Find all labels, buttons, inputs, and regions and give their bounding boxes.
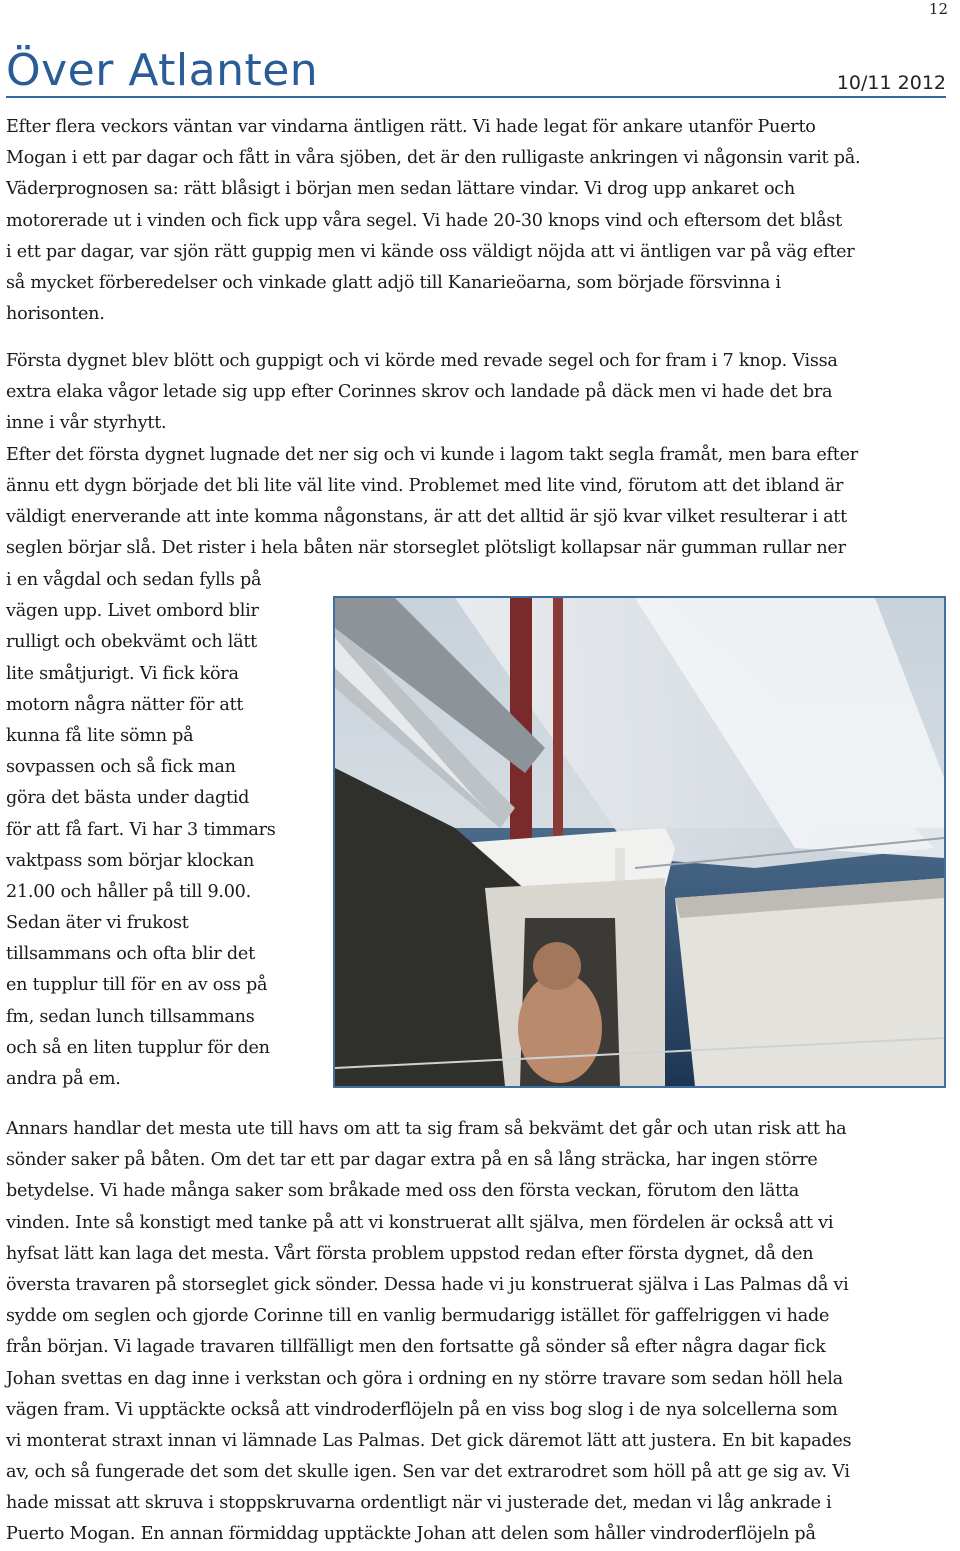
sailboat-photo — [333, 596, 946, 1088]
sailboat-illustration — [335, 598, 944, 1086]
text-line: seglen börjar slå. Det rister i hela båten när storseglet plötsligt kollapsar när gumman rullar ner — [6, 538, 846, 559]
article-date: 10/11 2012 — [836, 72, 946, 94]
text-line: från början. Vi lagade travaren tillfälligt men den fortsatte gå sönder så efter några dagar fick — [6, 1337, 826, 1358]
text-line: inne i vår styrhytt. — [6, 413, 167, 434]
page-number: 12 — [928, 0, 948, 18]
text-line: Mogan i ett par dagar och fått in våra sjöben, det är den rulligaste ankringen vi någonsin varit på. — [6, 148, 861, 169]
paragraph-3 — [6, 1114, 956, 1551]
article-header — [6, 46, 946, 98]
text-line: rulligt och obekvämt och lätt — [6, 632, 257, 653]
text-line: vägen fram. Vi upptäckte också att vindroderflöjeln på en viss bog slog i de nya solcellerna som — [6, 1399, 838, 1420]
text-line: Sedan äter vi frukost — [6, 913, 189, 934]
text-line: i en vågdal och sedan fylls på — [6, 570, 262, 590]
text-line: Efter det första dygnet lugnade det ner sig och vi kunde i lagom takt segla framåt, men bara efter — [6, 444, 858, 465]
text-line: horisonten. — [6, 304, 105, 325]
article-title: Över Atlanten — [6, 45, 319, 96]
text-line: Väderprognosen sa: rätt blåsigt i början men sedan lättare vindar. Vi drog upp ankaret och — [6, 179, 795, 200]
text-line: i ett par dagar, var sjön rätt guppig men vi kände oss väldigt nöjda att vi äntligen var på väg efter — [6, 241, 855, 262]
text-line: Johan svettas en dag inne i verkstan och göra i ordning en ny större travare som sedan höll hela — [6, 1368, 843, 1389]
text-line: lite småtjurigt. Vi fick köra — [6, 663, 239, 684]
text-line: för att få fart. Vi har 3 timmars — [6, 819, 276, 840]
text-line: Puerto Mogan. En annan förmiddag upptäckte Johan att delen som håller vindroderflöjeln på — [6, 1524, 816, 1545]
text-line: göra det bästa under dagtid — [6, 788, 250, 809]
text-line: och så en liten tupplur för den — [6, 1037, 270, 1058]
text-line: en tupplur till för en av oss på — [6, 975, 268, 996]
text-line: motorn några nätter för att — [6, 694, 244, 715]
text-line: tillsammans och ofta blir det — [6, 944, 255, 965]
text-line: vinden. Inte så konstigt med tanke på att vi konstruerat allt själva, men fördelen är också att vi — [6, 1212, 834, 1233]
text-line: kunna få lite sömn på — [6, 725, 194, 746]
text-line: vägen upp. Livet ombord blir — [6, 601, 259, 622]
text-line: Efter flera veckors väntan var vindarna äntligen rätt. Vi hade legat för ankare utanför Puerto — [6, 117, 816, 137]
text-line: betydelse. Vi hade många saker som bråkade med oss den första veckan, förutom den lätta — [6, 1181, 799, 1202]
text-line: andra på em. — [6, 1069, 121, 1089]
text-line: extra elaka vågor letade sig upp efter Corinnes skrov och landade på däck men vi hade det bra — [6, 382, 833, 403]
text-line: fm, sedan lunch tillsammans — [6, 1006, 255, 1027]
text-line: översta travaren på storseglet gick sönder. Dessa hade vi ju konstruerat själva i Las Palmas då vi — [6, 1274, 849, 1295]
text-line: sydde om seglen och gjorde Corinne till en vanlig bermudarigg istället för gaffelriggen vi hade — [6, 1306, 830, 1327]
text-line: Första dygnet blev blött och guppigt och vi körde med revade segel och for fram i 7 knop. Vissa — [6, 351, 838, 371]
text-line: ännu ett dygn började det bli lite väl lite vind. Problemet med lite vind, förutom att det ibland är — [6, 475, 844, 496]
text-line: 21.00 och håller på till 9.00. — [6, 881, 251, 902]
text-line: hade missat att skruva i stoppskruvarna ordentligt när vi justerade det, medan vi låg ankrade i — [6, 1493, 832, 1514]
text-line: Annars handlar det mesta ute till havs om att ta sig fram så bekvämt det går och utan risk att ha — [6, 1119, 847, 1139]
text-line: sovpassen och så fick man — [6, 757, 236, 778]
text-line: av, och så fungerade det som det skulle igen. Sen var det extrarodret som höll på att ge sig av. Vi — [6, 1462, 850, 1483]
wrapped-paragraph — [6, 565, 326, 1095]
text-line: vi monterat straxt innan vi lämnade Las Palmas. Det gick däremot lätt att justera. En bit kapades — [6, 1430, 852, 1451]
text-line: motorerade ut i vinden och fick upp våra segel. Vi hade 20-30 knops vind och eftersom det blåst — [6, 210, 842, 231]
paragraph-1 — [6, 112, 956, 330]
text-line: sönder saker på båten. Om det tar ett par dagar extra på en så lång sträcka, har ingen större — [6, 1150, 818, 1171]
text-line: vaktpass som börjar klockan — [6, 850, 255, 871]
text-line: så mycket förberedelser och vinkade glatt adjö till Kanarieöarna, som började försvinna i — [6, 272, 781, 293]
text-line: väldigt enerverande att inte komma någonstans, är att det alltid är sjö kvar vilket resulterar i att — [6, 506, 847, 527]
paragraph-2 — [6, 346, 956, 564]
text-line: hyfsat lätt kan laga det mesta. Vårt första problem uppstod redan efter första dygnet, då den — [6, 1243, 814, 1264]
